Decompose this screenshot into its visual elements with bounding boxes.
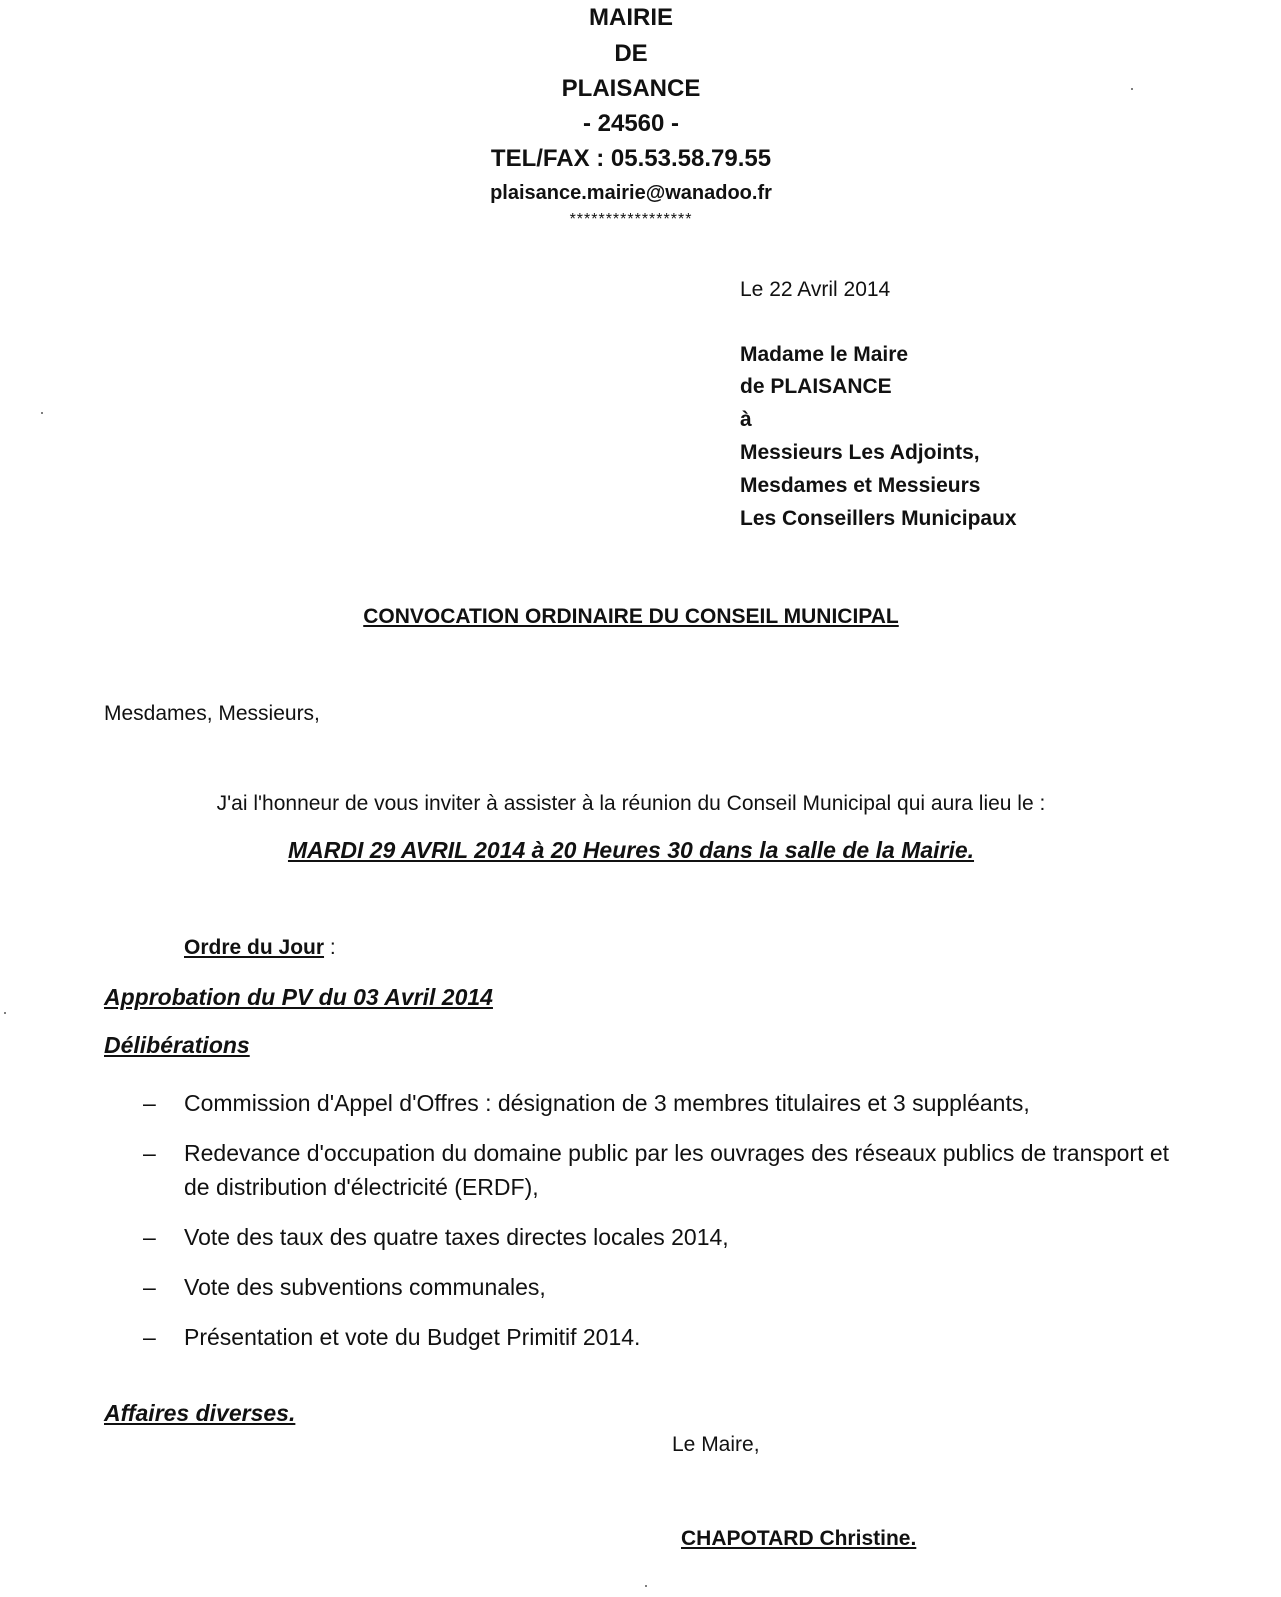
agenda-heading-row — [184, 936, 336, 960]
addressee-line-3: à — [740, 408, 752, 431]
list-item — [0, 1220, 1194, 1254]
agenda-deliberations: Délibérations — [104, 1032, 250, 1058]
agenda-heading-suffix: : — [324, 936, 336, 959]
dash-bullet: – — [143, 1324, 156, 1350]
addressee-line-5: Mesdames et Messieurs — [740, 474, 981, 497]
list-item — [0, 1086, 1194, 1120]
list-item-text: Vote des taux des quatre taxes directes locales 2014, — [184, 1224, 729, 1250]
letterhead-town: PLAISANCE — [561, 75, 701, 102]
scan-speck — [4, 1012, 6, 1014]
letterhead-de: DE — [614, 40, 648, 67]
addressee-line-6: Les Conseillers Municipaux — [740, 507, 1017, 530]
list-item-text: Redevance d'occupation du domaine public par les ouvrages des réseaux publics de transport et de distribution d'électricité (ERDF), — [184, 1140, 1170, 1200]
deliberation-list — [0, 1086, 1281, 1370]
letterhead-telfax: TEL/FAX : 05.53.58.79.55 — [490, 145, 772, 172]
scan-speck — [1131, 88, 1133, 90]
addressee-line-4: Messieurs Les Adjoints, — [740, 441, 980, 464]
addressee-line-2: de PLAISANCE — [740, 375, 892, 398]
scan-speck — [645, 1585, 647, 1587]
letterhead-postcode: - 24560 - — [582, 110, 680, 137]
list-item — [0, 1270, 1194, 1304]
list-item — [0, 1320, 1194, 1354]
meeting-details: MARDI 29 AVRIL 2014 à 20 Heures 30 dans la salle de la Mairie. — [287, 837, 975, 863]
dash-bullet: – — [143, 1274, 156, 1300]
letter-date: Le 22 Avril 2014 — [740, 278, 891, 301]
addressee-line-1: Madame le Maire — [740, 343, 909, 366]
agenda-heading: Ordre du Jour — [184, 936, 325, 959]
intro-text: J'ai l'honneur de vous inviter à assister à la réunion du Conseil Municipal qui aura lieu le : — [216, 792, 1046, 815]
letterhead-mairie: MAIRIE — [589, 4, 673, 31]
signature-role: Le Maire, — [672, 1433, 760, 1456]
dash-bullet: – — [143, 1090, 156, 1116]
dash-bullet: – — [143, 1140, 156, 1166]
agenda-misc: Affaires diverses. — [104, 1400, 296, 1426]
scan-speck — [41, 412, 43, 414]
salutation: Mesdames, Messieurs, — [104, 702, 320, 725]
letterhead-separator: ***************** — [569, 211, 693, 228]
list-item — [0, 1136, 1194, 1204]
dash-bullet: – — [143, 1224, 156, 1250]
list-item-text: Vote des subventions communales, — [184, 1274, 546, 1300]
list-item-text: Commission d'Appel d'Offres : désignation de 3 membres titulaires et 3 suppléants, — [184, 1090, 1030, 1116]
list-item-text: Présentation et vote du Budget Primitif 2014. — [184, 1324, 641, 1350]
agenda-approval: Approbation du PV du 03 Avril 2014 — [104, 984, 493, 1010]
signature-name: CHAPOTARD Christine. — [681, 1527, 917, 1550]
letterhead-email: plaisance.mairie@wanadoo.fr — [490, 182, 772, 204]
document-title: CONVOCATION ORDINAIRE DU CONSEIL MUNICIPAL — [363, 605, 899, 628]
